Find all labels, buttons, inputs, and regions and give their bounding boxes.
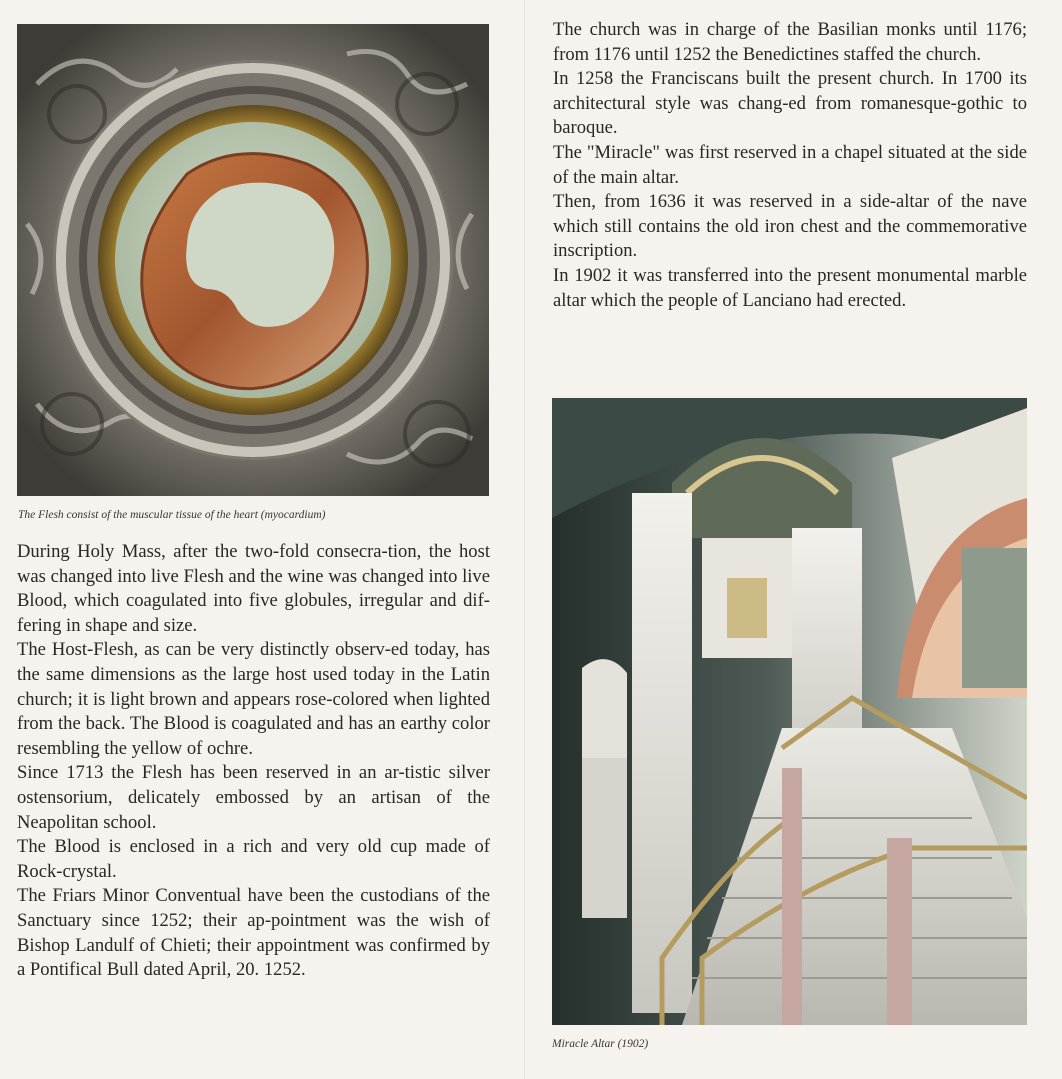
paragraph-basilian-monks: The church was in charge of the Basilian monks until 1176; from 1176 until 1252 the Benedictines staffed the church. [553, 19, 1027, 65]
paragraph-ostensorium: Since 1713 the Flesh has been reserved in an ar-tistic silver ostensorium, delicately embossed by an artisan of the Neapolitan school. [17, 762, 490, 833]
paragraph-franciscans: In 1258 the Franciscans built the present church. In 1700 its architectural style was chang-ed from romanesque-gothic to baroque. [553, 68, 1027, 139]
page-fold [524, 0, 526, 1079]
left-text-column [17, 540, 490, 983]
paragraph-marble-altar: In 1902 it was transferred into the present monumental marble altar which the people of Lanciano had erected. [553, 264, 1027, 311]
paragraph-side-altar: Then, from 1636 it was reserved in a side-altar of the nave which still contains the old iron chest and the commemorative inscription. [553, 191, 1027, 262]
paragraph-blood-cup: The Blood is enclosed in a rich and very old cup made of Rock-crystal. [17, 836, 490, 882]
paragraph-holy-mass: During Holy Mass, after the two-fold consecra-tion, the host was changed into live Flesh and the wine was changed into live Blood, which coagulated into five globules, irregular and dif-fering in shape and size. [17, 541, 490, 636]
right-text-column [553, 18, 1027, 313]
paragraph-host-flesh: The Host-Flesh, as can be very distinctly observ-ed today, has the same dimensions as the large host used today in the Latin church; it is light brown and appears rose-colored when lighted from the back. The Blood is coagulated and has an earthy color resembling the yellow of ochre. [17, 639, 490, 759]
altar-photo-caption: Miracle Altar (1902) [552, 1038, 649, 1050]
host-flesh-photo [17, 24, 489, 496]
flesh-photo-caption: The Flesh consist of the muscular tissue of the heart (myocardium) [18, 509, 326, 521]
paragraph-chapel: The "Miracle" was first reserved in a chapel situated at the side of the main altar. [553, 141, 1027, 188]
miracle-altar-photo [552, 398, 1027, 1025]
paragraph-friars-minor: The Friars Minor Conventual have been the custodians of the Sanctuary since 1252; their ap-pointment was the wish of Bishop Landulf of Chieti; their appointment was confirmed by a Pontifical Bull dated April, 20. 1252. [17, 885, 490, 981]
